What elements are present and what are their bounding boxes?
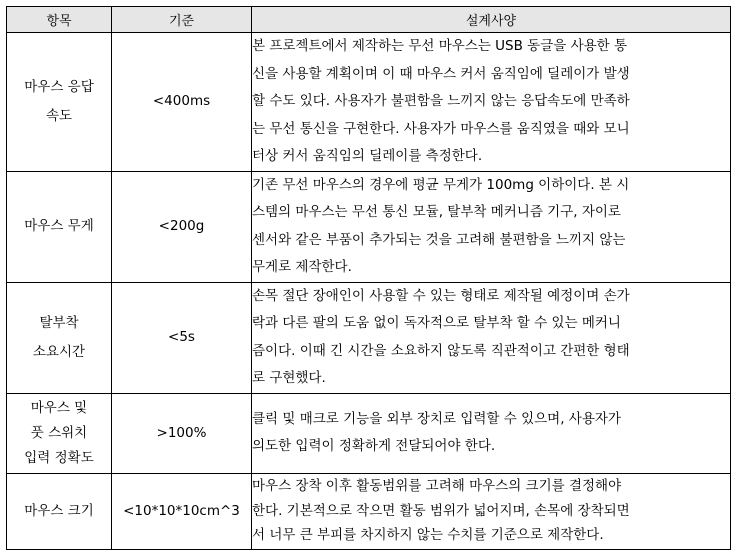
criteria-cell: <200g xyxy=(112,171,252,282)
description-line: 손목 절단 장애인이 사용할 수 있는 형태로 제작될 예정이며 손가 xyxy=(252,287,630,304)
table-row xyxy=(7,393,731,473)
description-line: 즘이다. 이때 긴 시간을 소요하지 않도록 직관적이고 간편한 형태 xyxy=(252,342,630,359)
item-label: 소요시간 xyxy=(32,343,86,360)
description-cell xyxy=(252,171,731,282)
item-cell xyxy=(7,33,112,172)
item-label: 마우스 무게 xyxy=(24,218,94,234)
item-label: 풋 스위치 xyxy=(30,424,88,441)
description-line: 기존 무선 마우스의 경우에 평균 무게가 100mg 이하이다. 본 시 xyxy=(252,176,630,193)
description-line: 신을 사용할 계획이며 이 때 마우스 커서 움직임에 딜레이가 발생 xyxy=(252,65,630,82)
table-row xyxy=(7,282,731,393)
item-cell xyxy=(7,473,112,549)
item-label: 마우스 크기 xyxy=(24,502,94,519)
criteria-cell: >100% xyxy=(112,393,252,473)
spec-table xyxy=(6,6,731,550)
description-line: 락과 다른 팔의 도움 없이 독자적으로 탈부착 할 수 있는 메커니 xyxy=(252,315,621,331)
header-item: 항목 xyxy=(7,7,112,33)
description-line: 서 너무 큰 부피를 차지하지 않는 수치를 기준으로 제작한다. xyxy=(252,527,604,544)
item-cell xyxy=(7,282,112,393)
item-label: 속도 xyxy=(45,107,73,124)
description-line: 할 수도 있다. 사용자가 불편함을 느끼지 않는 응답속도에 만족하 xyxy=(252,93,630,109)
description-cell xyxy=(252,282,731,393)
description-line: 클릭 및 매크로 기능을 외부 장치로 입력할 수 있으며, 사용자가 xyxy=(252,410,621,427)
description-line: 본 프로젝트에서 제작하는 무선 마우스는 USB 동글을 사용한 통 xyxy=(252,38,628,54)
item-label: 마우스 응답 xyxy=(24,78,94,95)
description-line: 는 무선 통신을 구현한다. 사용자가 마우스를 움직였을 때와 모니 xyxy=(252,120,630,137)
table-row xyxy=(7,473,731,549)
table-row xyxy=(7,171,731,282)
item-cell xyxy=(7,393,112,473)
item-label: 입력 정확도 xyxy=(24,449,94,466)
description-line: 터상 커서 움직임의 딜레이를 측정한다. xyxy=(252,148,483,164)
item-label: 마우스 및 xyxy=(30,399,88,416)
description-line: 마우스 장착 이후 활동범위를 고려해 마우스의 크기를 결정해야 xyxy=(252,478,622,495)
header-row xyxy=(7,7,731,33)
description-cell xyxy=(252,473,731,549)
description-line: 의도한 입력이 정확하게 전달되어야 한다. xyxy=(252,438,496,454)
description-cell xyxy=(252,393,731,473)
table-row xyxy=(7,33,731,172)
header-description: 설계사양 xyxy=(252,7,731,33)
description-line: 스템의 마우스는 무선 통신 모듈, 탈부착 메커니즘 기구, 자이로 xyxy=(252,204,621,220)
description-line: 센서와 같은 부품이 추가되는 것을 고려해 불편함을 느끼지 않는 xyxy=(252,231,626,248)
criteria-cell: <10*10*10cm^3 xyxy=(112,473,252,549)
description-cell xyxy=(252,33,731,172)
item-label: 탈부착 xyxy=(39,314,79,331)
criteria-cell: <400ms xyxy=(112,33,252,172)
header-criteria: 기준 xyxy=(112,7,252,33)
description-line: 무게로 제작한다. xyxy=(252,259,352,275)
item-cell xyxy=(7,171,112,282)
description-line: 한다. 기본적으로 작으면 활동 범위가 넓어지며, 손목에 장착되면 xyxy=(252,502,630,519)
description-line: 로 구현했다. xyxy=(252,370,326,386)
criteria-cell: <5s xyxy=(112,282,252,393)
